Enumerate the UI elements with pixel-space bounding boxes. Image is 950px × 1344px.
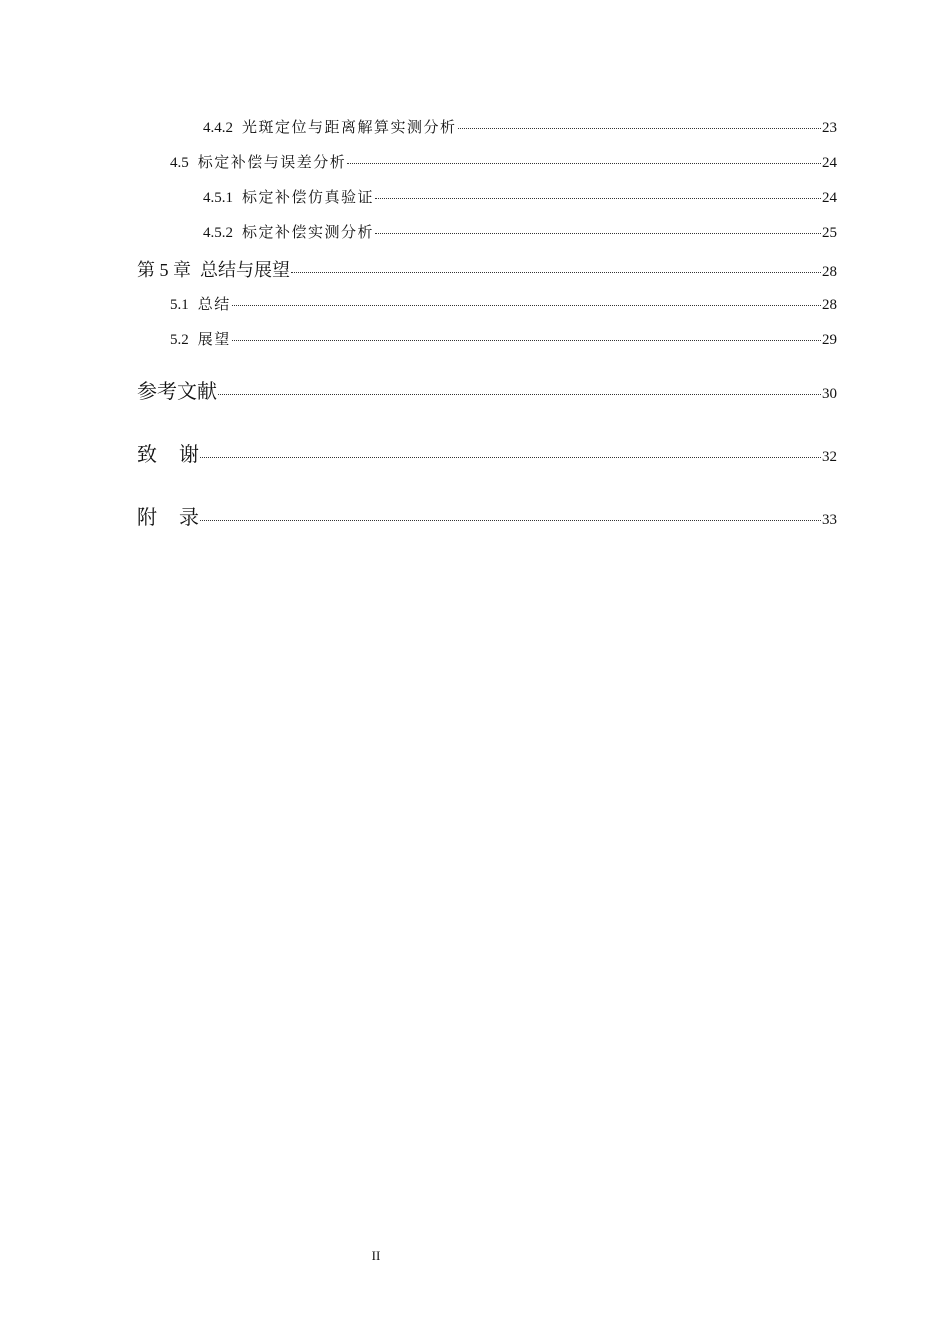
toc-entry-title: 总结	[197, 297, 231, 313]
dot-leader	[200, 457, 821, 458]
dot-leader	[200, 520, 821, 521]
toc-entry-page: 33	[822, 512, 837, 528]
toc-entry-page: 25	[822, 225, 837, 241]
dot-leader	[375, 233, 821, 234]
toc-entry-4-5-1[interactable]	[0, 186, 837, 207]
toc-entry-number: 4.5	[170, 155, 189, 171]
toc-entry-number: 4.5.2	[203, 225, 233, 241]
toc-entry-head	[203, 116, 457, 137]
dot-leader	[291, 272, 821, 273]
toc-entry-page: 28	[822, 264, 837, 280]
toc-entry-page: 29	[822, 332, 837, 348]
toc-entry-head	[170, 293, 231, 314]
toc-entry-4-5-2[interactable]	[0, 221, 837, 242]
toc-entry-head	[203, 221, 374, 242]
toc-entry-references[interactable]	[0, 375, 837, 404]
toc-entry-page: 23	[822, 120, 837, 136]
toc-entry-chapter-5[interactable]	[0, 256, 837, 282]
dot-leader	[347, 163, 821, 164]
toc-entry-number: 5.1	[170, 297, 189, 313]
toc-entry-number: 第 5 章	[137, 260, 191, 280]
toc-entry-5-1[interactable]	[0, 293, 837, 314]
toc-entry-page: 30	[822, 386, 837, 402]
toc-entry-page: 28	[822, 297, 837, 313]
toc-entry-title: 光斑定位与距离解算实测分析	[242, 120, 457, 136]
toc-entry-title: 标定补偿仿真验证	[242, 190, 375, 206]
toc-entry-title: 附录	[137, 507, 221, 529]
toc-entry-head	[203, 186, 374, 207]
toc-entry-page: 24	[822, 190, 837, 206]
toc-entry-title: 参考文献	[137, 381, 217, 403]
footer-page-number: II	[371, 1248, 381, 1263]
dot-leader	[458, 128, 821, 129]
dot-leader	[375, 198, 821, 199]
toc-entry-page: 24	[822, 155, 837, 171]
toc-entry-page: 32	[822, 449, 837, 465]
toc-entry-number: 4.5.1	[203, 190, 233, 206]
toc-entry-4-5[interactable]	[0, 151, 837, 172]
toc-entry-appendix[interactable]	[0, 501, 837, 530]
toc-entry-title: 展望	[197, 332, 231, 348]
toc-entry-head	[170, 151, 346, 172]
toc-entry-title: 标定补偿实测分析	[242, 225, 375, 241]
dot-leader	[218, 394, 821, 395]
toc-entry-4-4-2[interactable]	[0, 116, 837, 137]
toc-entry-head	[137, 256, 290, 282]
toc-entry-title: 总结与展望	[200, 260, 290, 280]
dot-leader	[232, 305, 821, 306]
toc-entry-title: 致谢	[137, 444, 221, 466]
toc-entry-number: 5.2	[170, 332, 189, 348]
toc-entry-title: 标定补偿与误差分析	[197, 155, 347, 171]
toc-entry-acknowledgements[interactable]	[0, 438, 837, 467]
toc-entry-5-2[interactable]	[0, 328, 837, 349]
toc-entry-head	[170, 328, 231, 349]
toc-entry-number: 4.4.2	[203, 120, 233, 136]
dot-leader	[232, 340, 821, 341]
